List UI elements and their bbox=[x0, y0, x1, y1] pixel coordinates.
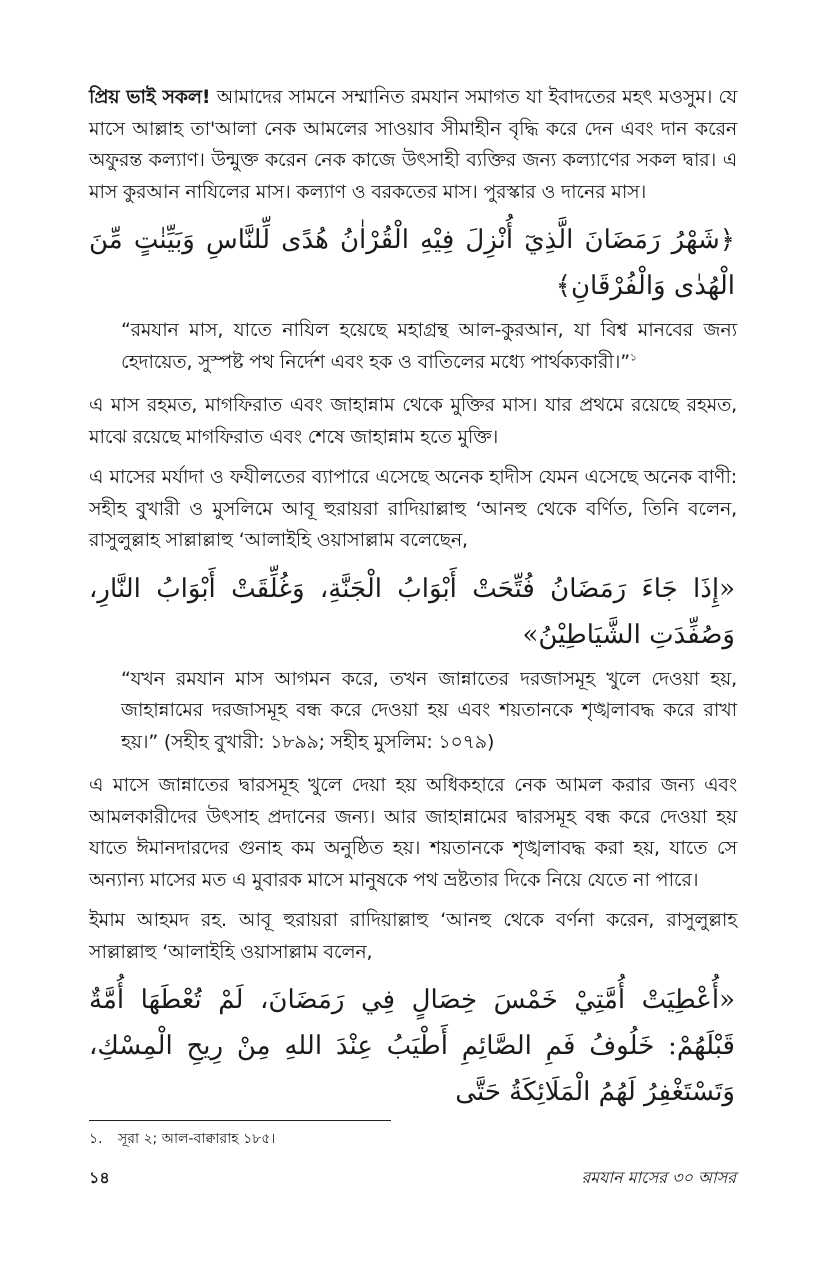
running-title: রমযান মাসের ৩০ আসর bbox=[581, 1168, 736, 1187]
page-body bbox=[89, 82, 737, 1121]
quran-verse-translation bbox=[89, 315, 737, 378]
quran-verse-arabic: ﴿شَهْرُ رَمَضَانَ الَّذِيٓ أُنْزِلَ فِيْهِ الْقُرْاٰنُ هُدًى لِّلنَّاسِ وَبَيِّنٰتٍ مِّنَ الْهُدٰى وَالْفُرْقَانِ﴾ bbox=[89, 225, 735, 301]
intro-paragraph bbox=[89, 82, 737, 208]
paragraph-mercy: এ মাস রহমত, মাগফিরাত এবং জাহান্নাম থেকে মুক্তির মাস। যার প্রথমে রয়েছে রহমত, মাঝে রয়েছে মাগফিরাত এবং শেষে জাহান্নাম হতে মুক্তি। bbox=[89, 394, 737, 448]
hadith-five-qualities-arabic: «أُعْطِيَتْ أُمَّتِيْ خَمْسَ خِصَالٍ فِي رَمَضَانَ، لَمْ تُعْطَهَا أُمَّةٌ قَبْلَهُمْ: خَلُوفُ فَمِ الصَّائِمِ أَطْيَبُ عِنْدَ اللهِ مِنْ رِيحِ الْمِسْكِ، وَتَسْتَغْفِرُ لَهُمُ الْمَلَائِكَةُ حَتَّى bbox=[89, 985, 735, 1107]
footnote-number: ১. bbox=[89, 1131, 103, 1147]
intro-text: আমাদের সামনে সম্মানিত রমযান সমাগত যা ইবাদতের মহৎ মওসুম। যে মাসে আল্লাহ তা'আলা নেক আমলের সাওয়াব সীমাহীন বৃদ্ধি করে দেন এবং দান করেন অফুরন্ত কল্যাণ। উন্মুক্ত করেন নেক কাজে উৎসাহী ব্যক্তির জন্য কল্যাণের সকল দ্বার। এ মাস কুরআন নাযিলের মাস। কল্যাণ ও বরকতের মাস। পুরস্কার ও দানের মাস। bbox=[89, 86, 737, 203]
footnote bbox=[89, 1128, 275, 1150]
footnote-text: সূরা ২; আল-বাক্বারাহ ১৮৫। bbox=[118, 1131, 276, 1147]
footnote-divider bbox=[89, 1120, 391, 1121]
paragraph-imam-ahmad: ইমাম আহমদ রহ. আবূ হুরায়রা রাদিয়াল্লাহু ‘আনহু থেকে বর্ণনা করেন, রাসুলুল্লাহ সাল্লাল্লাহু ‘আলাইহি ওয়াসাল্লাম বলেন, bbox=[89, 909, 737, 963]
hadith-gates-arabic: «إِذَا جَاءَ رَمَضَانُ فُتِّحَتْ أَبْوَابُ الْجَنَّةِ، وَغُلِّقَتْ أَبْوَابُ النَّارِ، وَصُفِّدَتِ الشَّيَاطِيْنُ» bbox=[89, 573, 735, 650]
quran-translation-text: “রমযান মাস, যাতে নাযিল হয়েছে মহাগ্রন্থ আল-কুরআন, যা বিশ্ব মানবের জন্য হেদায়েত, সুস্পষ্ট পথ নির্দেশ এবং হক ও বাতিলের মধ্যে পার্থক্যকারী।” bbox=[121, 319, 737, 373]
paragraph-explanation: এ মাসে জান্নাতের দ্বারসমূহ খুলে দেয়া হয় অধিকহারে নেক আমল করার জন্য এবং আমলকারীদের উৎসাহ প্রদানের জন্য। আর জাহান্নামের দ্বারসমূহ বন্ধ করে দেওয়া হয় যাতে ঈমানদারদের গুনাহ কম অনুষ্ঠিত হয়। শয়তানকে শৃঙ্খলাবদ্ধ করা হয়, যাতে সে অন্যান্য মাসের মত এ মুবারক মাসে মানুষকে পথ ভ্রষ্টতার দিকে নিয়ে যেতে না পারে। bbox=[89, 774, 737, 891]
page-number: ১৪ bbox=[89, 1168, 110, 1187]
hadith-gates-translation: “যখন রমযান মাস আগমন করে, তখন জান্নাতের দরজাসমূহ খুলে দেওয়া হয়, জাহান্নামের দরজাসমূহ বন্ধ করে দেওয়া হয় এবং শয়তানকে শৃঙ্খলাবদ্ধ করে রাখা হয়।” (সহীহ বুখারী: ১৮৯৯; সহীহ মুসলিম: ১০৭৯) bbox=[121, 667, 737, 753]
footnote-reference[interactable]: ১ bbox=[629, 350, 637, 364]
paragraph-virtues: এ মাসের মর্যাদা ও ফযীলতের ব্যাপারে এসেছে অনেক হাদীস যেমন এসেছে অনেক বাণী: সহীহ বুখারী ও মুসলিমে আবূ হুরায়রা রাদিয়াল্লাহু ‘আনহু থেকে বর্ণিত, তিনি বলেন, রাসুলুল্লাহ সাল্লাল্লাহু ‘আলাইহি ওয়াসাল্লাম বলেছেন, bbox=[89, 466, 737, 551]
intro-lead: প্রিয় ভাই সকল! bbox=[89, 86, 211, 108]
